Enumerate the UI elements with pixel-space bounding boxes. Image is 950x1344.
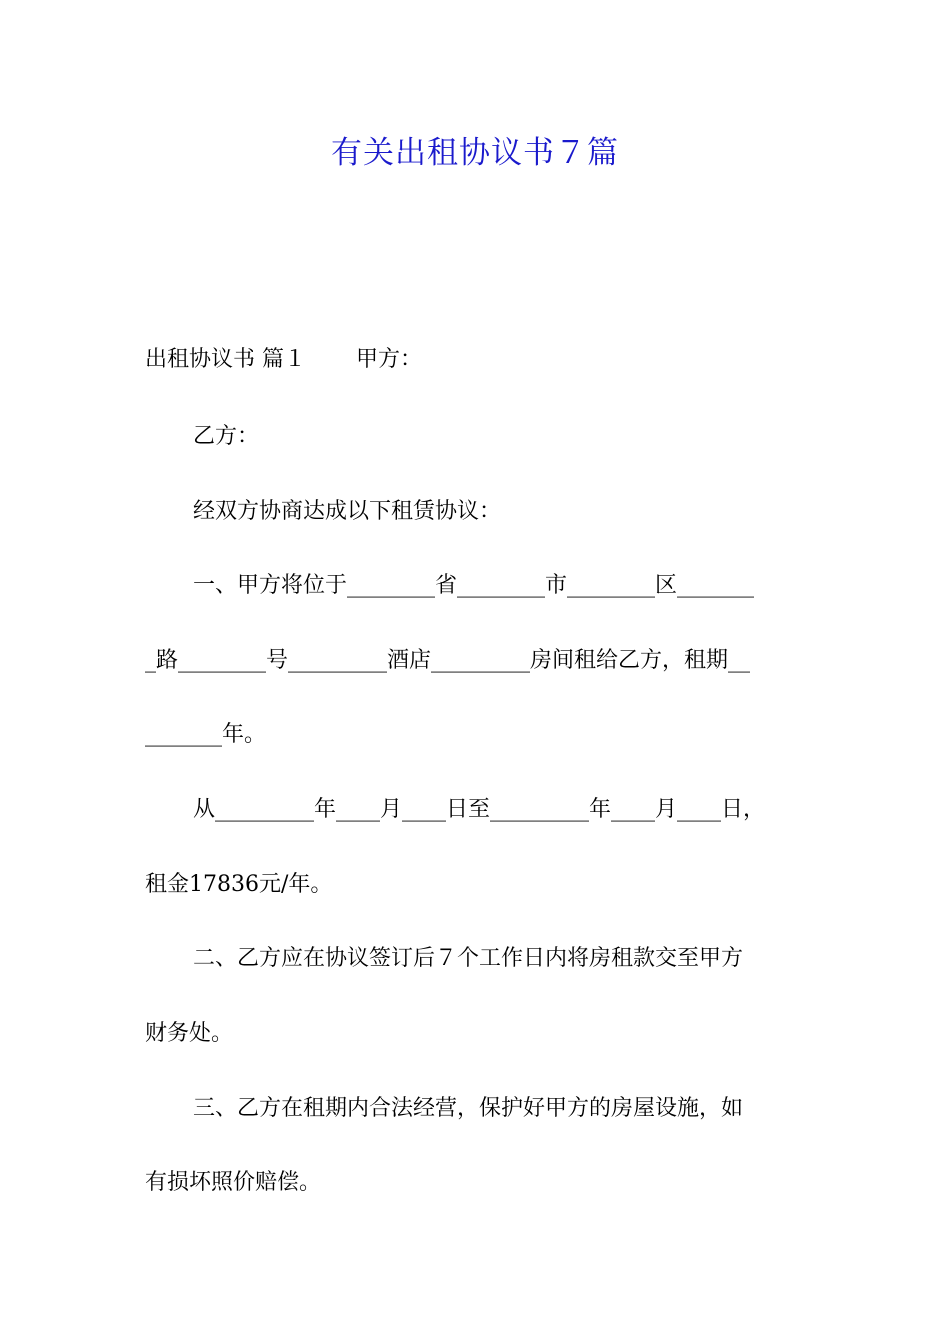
- clause-2-line-2: 财务处。: [145, 1021, 234, 1046]
- section-heading: 出租协议书 篇１: [145, 347, 306, 372]
- party-a-label: 甲方：: [356, 347, 423, 372]
- paragraph-heading-line: [145, 343, 815, 377]
- clause-1-line-1: 一、甲方将位于________省________市________区_______: [193, 573, 755, 598]
- clause-1-line-3: _______年。: [145, 722, 267, 747]
- document-title: 有关出租协议书７篇: [331, 135, 619, 171]
- party-b-label: 乙方：: [193, 424, 260, 449]
- clause-2-line-1: 二、乙方应在协议签订后７个工作日内将房租款交至甲方: [193, 946, 744, 971]
- clause-1-line-2: _路________号_________酒店_________房间租给乙方，租期__: [145, 648, 751, 673]
- rental-period-line: 从_________年____月____日至_________年____月____日，: [193, 797, 766, 822]
- intro-paragraph: 经双方协商达成以下租赁协议：: [193, 499, 502, 524]
- clause-3-line-1: 三、乙方在租期内合法经营，保护好甲方的房屋设施，如: [193, 1096, 744, 1121]
- rent-amount-line: 租金17836元/年。: [145, 872, 333, 897]
- clause-3-line-2: 有损坏照价赔偿。: [145, 1170, 322, 1195]
